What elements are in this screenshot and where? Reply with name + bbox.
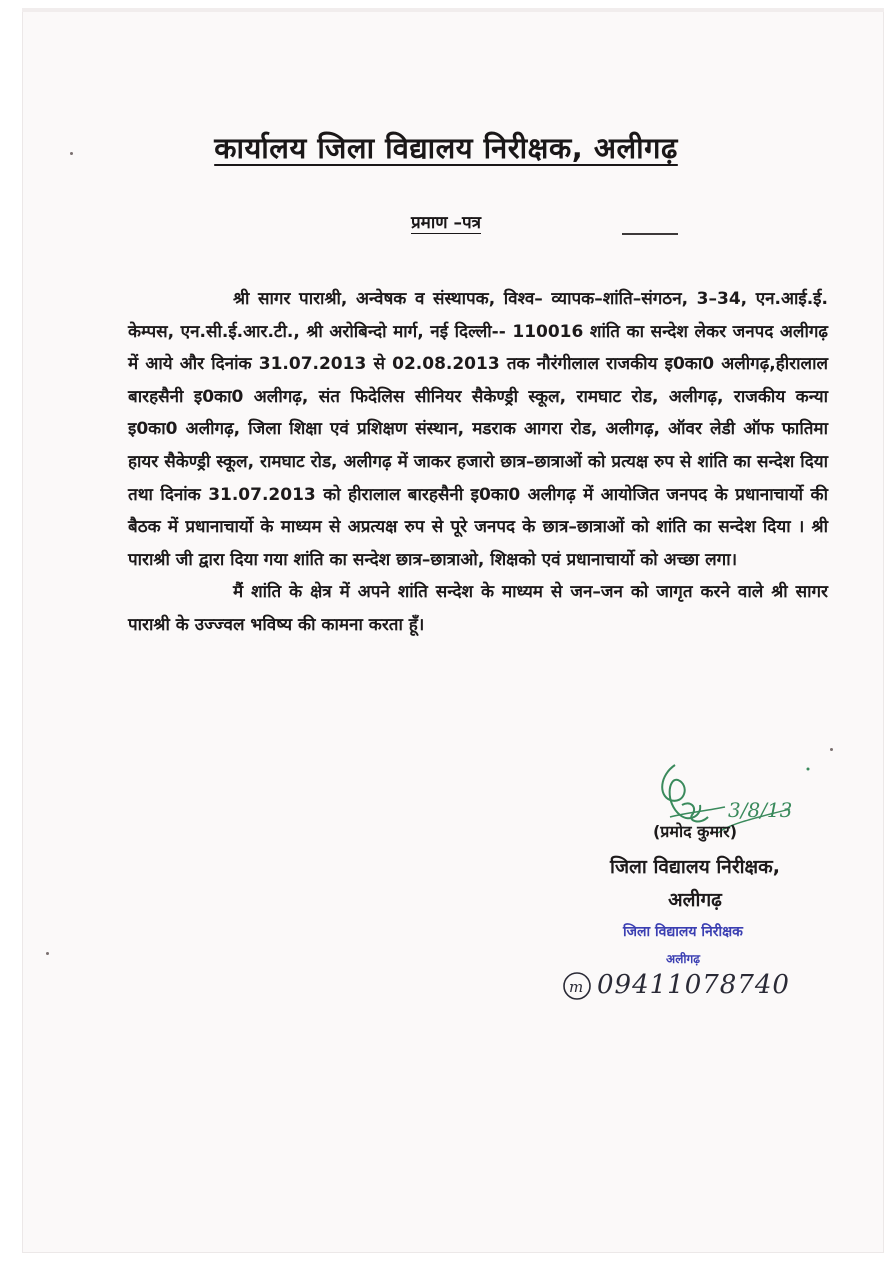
office-stamp-line-2: अलीगढ़: [666, 952, 700, 966]
svg-text:m: m: [569, 978, 584, 996]
certificate-heading-text: प्रमाण –पत्र: [411, 213, 481, 233]
signatory-name: (प्रमोद कुमार): [652, 822, 738, 841]
pen-dash-mark: [622, 233, 678, 235]
office-stamp-line-1: जिला विद्यालय निरीक्षक: [623, 924, 743, 940]
speck: [70, 152, 73, 155]
speck: [830, 748, 833, 751]
speck: [46, 952, 49, 955]
body-paragraph-1: श्री सागर पाराश्री, अन्वेषक व संस्थापक, विश्व– व्यापक–शांति–संगठन, 3–34, एन.आई.ई. केम्पस, एन.सी.ई.आर.टी., श्री अरोबिन्दो मार्ग, नई दिल्ली-- 110016 शांति का सन्देश लेकर जनपद अलीगढ़ में आये और दिनांक 31.07.2013 से 02.08.2013 तक नौरंगीलाल राजकीय इ0का0 अलीगढ़,हीरालाल बारहसैनी इ0का0 अलीगढ़, संत फिदेलिस सीनियर सैकेण्ड्री स्कूल, रामघाट रोड, अलीगढ़, राजकीय कन्या इ0का0 अलीगढ़, जिला शिक्षा एवं प्रशिक्षण संस्थान, मडराक आगरा रोड, अलीगढ़, ऑवर लेडी ऑफ फातिमा हायर सैकेण्ड्री स्कूल, रामघाट रोड, अलीगढ़ में जाकर हजारो छात्र–छात्राओं को प्रत्यक्ष रुप से शांति का सन्देश दिया तथा दिनांक 31.07.2013 को हीरालाल बारहसैनी इ0का0 अलीगढ़ में आयोजित जनपद के प्रधानाचार्यो की बैठक में प्रधानाचार्यो के माध्यम से अप्रत्यक्ष रुप से पूरे जनपद के छात्र–छात्राओं को शांति का सन्देश दिया । श्री पाराश्री जी द्वारा दिया गया शांति का सन्देश छात्र–छात्राओ, शिक्षको एवं प्रधानाचार्यो को अच्छा लगा।: [128, 289, 828, 570]
office-title: [0, 128, 892, 167]
office-title-text: कार्यालय जिला विद्यालय निरीक्षक, अलीगढ़: [214, 131, 678, 165]
certificate-body: [128, 283, 828, 642]
signatory-place: अलीगढ़: [668, 889, 722, 911]
signature-date: 3/8/13: [728, 798, 793, 822]
signatory-designation: जिला विद्यालय निरीक्षक,: [610, 856, 780, 878]
mobile-number: 09411078740: [597, 970, 790, 1000]
certificate-heading: [0, 210, 892, 233]
body-paragraph-2: मैं शांति के क्षेत्र में अपने शांति सन्देश के माध्यम से जन–जन को जागृत करने वाले श्री सागर पाराश्री के उज्ज्वल भविष्य की कामना करता हूँ।: [128, 582, 828, 635]
page-top-edge: [22, 8, 884, 12]
